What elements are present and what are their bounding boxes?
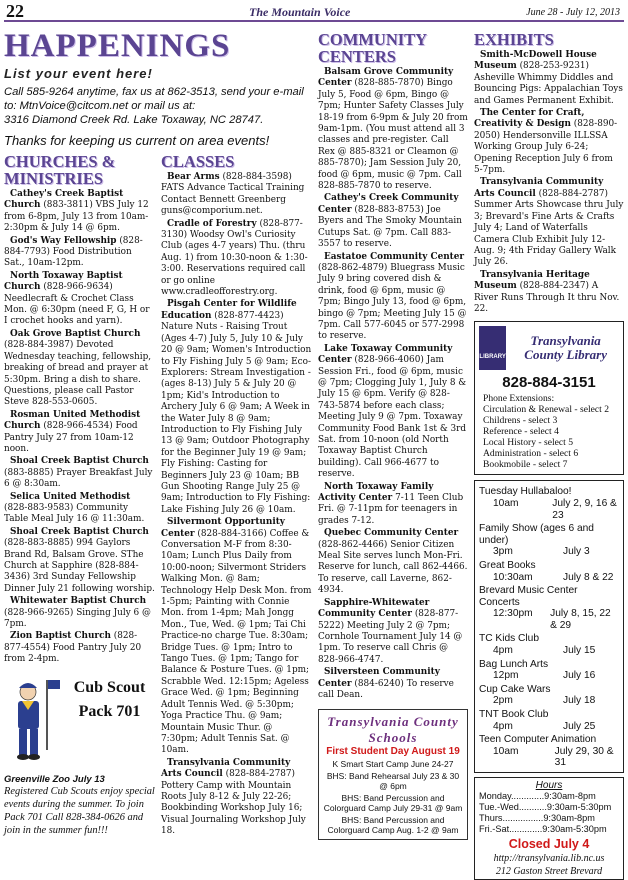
library-header: [479, 326, 619, 370]
intro-line: Call 585-9264 anytime, fax us at 862-3513, send your e-mail: [4, 86, 304, 98]
event-name: Brevard Music Center Concerts: [479, 585, 578, 608]
community-name: Sapphire-Whitewater Community Center: [318, 597, 430, 620]
event-time: 12pm: [493, 670, 519, 682]
churches-classes-area: [4, 150, 312, 839]
schools-line: BHS: Band Percussion and Colorguard Camp Aug. 1-2 @ 9am: [327, 815, 459, 836]
community-entry: [318, 67, 468, 192]
cub-scout-caption: Greenville Zoo July 13: [4, 773, 105, 785]
church-text: (828-966-4534) Food Pantry July 27 from 10am-12 noon.: [4, 421, 138, 454]
cub-scout-title: Cub Scout Pack 701: [73, 678, 146, 720]
extension-line: Circulation & Renewal - select 2: [483, 404, 610, 416]
church-text: (828-883-8885) 994 Gaylors Brand Rd, Balsam Grove. SThe Church at Sapphire (828-884-3436) 3rd Sunday Fellowship Dinner July 21 following worship.: [4, 538, 155, 594]
event-date: July 3: [563, 546, 590, 558]
event-time: 4pm: [493, 645, 513, 657]
class-org: Bear Arms: [167, 172, 220, 182]
church-name: Zion Baptist Church: [10, 631, 111, 642]
event-row: [479, 498, 619, 521]
church-text: (828-966-9265) Singing July 6 @ 7pm.: [4, 607, 151, 630]
happenings-thanks: Thanks for keeping us current on area events!: [4, 133, 270, 148]
cub-scout-ad: [4, 670, 155, 774]
event-row: [479, 670, 619, 682]
library-url[interactable]: http://transylvania.lib.nc.us: [493, 853, 605, 864]
church-entry: [4, 329, 155, 409]
event-row: [479, 721, 619, 733]
hours-title: Hours: [535, 780, 563, 791]
class-entry: [161, 517, 312, 757]
event-date: July 18: [563, 695, 596, 707]
church-entry: [4, 492, 155, 526]
church-name: Rosman United Methodist Church: [4, 409, 141, 432]
church-name: Shoal Creek Baptist Church: [10, 526, 149, 537]
extension-line: Administration - select 6: [483, 448, 579, 460]
class-entry: [161, 758, 312, 838]
community-entry: [318, 667, 468, 701]
community-name: Eastatoe Community Center: [324, 251, 465, 262]
class-org: Transylvania Community Arts Council: [161, 757, 291, 780]
library-hours: [474, 777, 624, 880]
community-text: (828-885-7870) Bingo July 5, Food @ 6pm, Bingo @ 7pm; Hunter Safety Classes July 18-19 from 6-9pm & July 20 from 9am-1pm. (You must attend all 3 classes and pre-register. Call Rex @ 885-8321 or Cleamon @ 885-7870); Jam Session July 20, food @ 6pm, music @ 7pm. Call 828-885-7870 to reserve.: [318, 78, 468, 192]
happenings-title: HAPPENINGS: [4, 28, 231, 64]
event-date: July 15: [563, 645, 596, 657]
community-name: Balsam Grove Community Center: [318, 67, 454, 89]
hours-line: Tue.-Wed...........9:30am-5:30pm: [479, 802, 612, 812]
community-text: (828-966-4060) Jam Session Fri., food @ 6pm, music @ 7pm; Clogging July 1, July 8 & July 15 @ 6pm. Verify @ 828-743-5874 before each class; Meeting July 9 @ 7pm. Toxaway Community Food Bank 1st & 3rd Sat. from 10-noon (old North Toxaway Baptist Church building). Call 966-4677 to reserve.: [318, 355, 467, 480]
masthead: The Mountain Voice: [249, 5, 351, 19]
churches-section: [4, 150, 155, 839]
church-text: (883-3811) VBS July 12 from 6-8pm, July 13 from 10am-2:30pm & July 14 @ 6pm.: [4, 200, 149, 234]
schools-first-day: First Student Day August 19: [326, 746, 460, 758]
extension-line: Phone Extensions:: [483, 393, 555, 405]
page-number: 22: [6, 1, 24, 21]
exhibit-text: (828-884-2787) Summer Arts Showcase thru July 3; Brevard's Fine Arts & Crafts July 4; Land of Waterfalls Camera Club Exhibit July 12-Aug. 9; 4th Friday Gallery Walk July 26.: [474, 188, 624, 268]
event-date: July 8 & 22: [563, 571, 614, 583]
extension-line: Bookmobile - select 7: [483, 459, 568, 471]
cub-scout-text: Registered Cub Scouts enjoy special events during the summer. To join Pack 701 Call 828-384-0626 and join in the summer fun!!!: [4, 785, 155, 836]
class-text: (828-877-3130) Woodsy Owl's Curiosity Club (ages 4-7 years) Thu. (thru Aug. 1) from 10:30-noon & 1:30-3:00. Reservations required call or go online www.cradleofforestry.org.: [161, 218, 308, 298]
community-text: (828-862-4879) Bluegrass Music July 9 bring covered dish & drink, food @ 6pm, music @ 7pm; Bingo July 13, food @ 6pm, bingo @ 7pm; Meeting July 15 @ 7pm. Call 577-6045 or 577-2998 to reserve.: [318, 262, 467, 342]
exhibit-entry: [474, 108, 624, 176]
community-entry: [318, 598, 468, 666]
extension-line: Childrens - select 3: [483, 415, 558, 427]
event-row: [479, 608, 619, 631]
event-name: Teen Computer Animation: [479, 734, 597, 746]
church-name: North Toxaway Baptist Church: [4, 270, 123, 293]
church-text: (828-884-3987) Devoted Wednesday teaching, fellowship, breaking of bread and prayer at 5:30pm. Bring a dish to share. Questions, please call Pastor Steve 828-553-0605.: [4, 340, 152, 408]
intro-line: to: MtnVoice@citcom.net or mail us at:: [4, 100, 196, 112]
exhibit-entry: [474, 50, 624, 107]
event-row: [479, 695, 619, 707]
event-date: July 16: [563, 670, 596, 682]
church-text: (828-883-9583) Community Table Meal July 16 @ 11:30am.: [4, 502, 145, 525]
community-text: 7-11 Teen Club Fri. @ 7-11pm for teenagers in grades 7-12.: [318, 493, 464, 526]
event-name: Tuesday Hullabaloo!: [479, 486, 572, 498]
event-name: TC Kids Club: [479, 633, 540, 645]
event-date: July 29, 30 & 31: [554, 745, 614, 769]
library-name: Transylvania County Library: [524, 333, 608, 363]
page-header: [4, 2, 624, 22]
cub-scout-icon: [6, 674, 62, 762]
community-name: Quebec Community Center: [324, 528, 459, 539]
exhibit-name: The Center for Craft, Creativity & Design: [474, 108, 585, 130]
event-name: Cup Cake Wars: [479, 683, 551, 695]
church-text: (828-877-4554) Food Pantry July 20 from 2-4pm.: [4, 631, 142, 665]
library-events: [474, 480, 624, 773]
closed-notice: Closed July 4: [508, 837, 590, 851]
exhibit-text: (828-890-2050) Hendersonville ILLSSA Working Group July 6-24; Opening Reception July 6 from 5-7pm.: [474, 119, 618, 176]
exhibit-name: Smith-McDowell House Museum: [474, 50, 597, 72]
schools-title: Transylvania County Schools: [327, 714, 459, 746]
class-entry: [161, 172, 312, 218]
hours-line: Thurs................9:30am-8pm: [479, 813, 595, 823]
church-name: Cathey's Creek Baptist Church: [4, 189, 124, 211]
church-text: (828-884-7793) Food Distribution Sat., 10am-12pm.: [4, 235, 143, 269]
church-name: Oak Grove Baptist Church: [10, 328, 141, 339]
church-entry: [4, 527, 155, 595]
church-name: Shoal Creek Baptist Church: [10, 456, 149, 467]
class-text: (828-884-2787) Pottery Camp with Mountain Roots July 8-12 & July 22-26; Bookbinding Workshop July 16; Visual Journaling Workshop July 18.: [161, 769, 306, 837]
church-entry: [4, 631, 155, 665]
happenings-intro: [4, 85, 312, 127]
church-entry: [4, 271, 155, 328]
church-entry: [4, 410, 155, 456]
schools-line: K Smart Start Camp June 24-27: [332, 759, 454, 770]
event-time: 2pm: [493, 695, 513, 707]
extension-line: Reference - select 4: [483, 426, 559, 438]
classes-title: CLASSES: [161, 152, 235, 171]
church-entry: [4, 189, 155, 235]
schools-box: [318, 709, 468, 840]
event-time: 12:30pm: [493, 608, 533, 620]
event-name: Bag Lunch Arts: [479, 658, 549, 670]
class-org: Pisgah Center for Wildlife Education: [161, 299, 297, 321]
community-title: COMMUNITY CENTERS: [318, 30, 427, 66]
hours-line: Monday.............9:30am-8pm: [479, 791, 596, 801]
exhibit-text: (828-253-9231) Asheville Whimmy Diddles and Bouncing Pigs: Appalachian Toys and Games Permanent Exhibit.: [474, 61, 623, 106]
community-entry: [318, 482, 468, 528]
exhibit-entry: [474, 270, 624, 316]
event-name: Family Show (ages 6 and under): [479, 523, 594, 546]
hours-line: Fri.-Sat.............9:30am-5:30pm: [479, 824, 607, 834]
class-org: Cradle of Forestry: [167, 218, 257, 229]
community-entry: [318, 528, 468, 596]
event-date: July 25: [563, 720, 596, 732]
library-box: [474, 321, 624, 475]
schools-line: BHS: Band Rehearsal July 23 & 30 @ 6pm: [326, 771, 460, 792]
community-text: (828-877-5222) Meeting July 2 @ 7pm; Cornhole Tournament July 14 @ 1pm. To reserve call Chris @ 828-966-4747.: [318, 609, 463, 665]
community-name: Cathey's Creek Community Center: [318, 193, 459, 215]
community-column: [318, 28, 468, 840]
church-text: (883-8885) Prayer Breakfast July 6 @ 8:30am.: [4, 467, 153, 490]
class-text: (828-877-4423) Nature Nuts - Raising Trout (Ages 4-7) July 5, July 10 & July 20 @ 9am; Women's Introduction to Fly Fishing July 5 @ 9am; Eco-Explorers: Stream Investigation - (ages 8-13) July 5 & July 20 @ 1pm; Kid's Introduction to Archery July 6 @ 9am; A Week in the Water July 8 @ 9am; Introduction to Fly Fishing July 13 @ 9am; Outdoor Photography for the Beginner July 19 @ 9am; Fly Fishing: Casting for Beginners July 23 @ 10am; BB Gun Shooting Range July 25 @ 9am; Introduction to Fly Fishing: Lake Fishing July 26 @ 10am.: [161, 310, 312, 515]
extension-line: Local History - select 5: [483, 437, 574, 449]
happenings-subtitle: List your event here!: [4, 66, 153, 81]
event-date: July 2, 9, 16 & 23: [552, 497, 617, 521]
churches-title: CHURCHES & MINISTRIES: [4, 152, 116, 188]
event-date: July 8, 15, 22 & 29: [550, 608, 611, 631]
library-extensions: [479, 393, 619, 470]
event-row: [479, 645, 619, 657]
schools-line: BHS: Band Percussion and Colorguard Camp July 29-31 @ 9am: [323, 793, 463, 814]
community-text: (884-6240) To reserve call Dean.: [318, 678, 454, 700]
church-name: Whitewater Baptist Church: [10, 596, 147, 607]
community-name: Silversteen Community Center: [318, 667, 440, 689]
class-entry: [161, 219, 312, 299]
church-name: Selica United Methodist: [10, 491, 131, 502]
community-text: (828-862-4466) Senior Citizen Meal Site serves lunch Mon-Fri. Reserve for lunch, call 862-4466. To reserve, call Laverne, 862-4934.: [318, 539, 468, 596]
class-entry: [161, 299, 312, 516]
classes-section: [161, 150, 312, 839]
church-name: God's Way Fellowship: [10, 235, 117, 246]
church-text: (828-966-9634) Needlecraft & Crochet Class Mon. @ 6:30pm (need F, G, H or I crochet hooks and yarn).: [4, 282, 150, 327]
event-row: [479, 546, 619, 558]
church-entry: [4, 236, 155, 270]
class-text: (828-884-3598) FATS Advance Tactical Training Contact Bennett Greenberg guns@comporium.net.: [161, 172, 305, 217]
issue-date: June 28 - July 12, 2013: [526, 7, 620, 18]
church-entry: [4, 596, 155, 630]
community-text: (828-883-8753) Joe Byers and The Smoky Mountain Cutups Sat. @ 7pm. Call 883-3557 to reserve.: [318, 204, 462, 250]
exhibit-name: Transylvania Community Arts Council: [474, 177, 604, 199]
event-row: [479, 572, 619, 584]
community-name: North Toxaway Family Activity Center: [318, 481, 434, 504]
exhibits-title: EXHIBITS: [474, 30, 554, 49]
exhibit-entry: [474, 177, 624, 268]
event-name: Great Books: [479, 559, 536, 571]
happenings-column: [4, 28, 312, 839]
exhibits-column: [474, 28, 624, 880]
class-text: (828-884-3166) Coffee & Conversation M-F from 8:30-10am; Lunch Plus Daily from 10:00-noon; Silvermont Striders Walking Mon. @ 8am; Technology Help Desk Mon. from 1-5pm; Painting with Connie Mon. from 1-4pm; Mah Jongg Mon., Tue, Wed. @ 1pm; Tai Chi Practice-no charge Tue. 8:30am; Bridge Tues. @ 1pm; Intro to Tango Tues. @ 1pm; Tango for Balance & Posture Tues. @ 1pm; Scrabble Wed. 12:15pm; Ageless Grace Wed. @ 1pm; Beginning Adult Tennis Wed. @ 5:30pm; Yoga Practice Thu. @ 9am; Mountain Music Thur. @ 7:30pm; Adult Tennis Sat. @ 10am.: [161, 528, 312, 756]
community-name: Lake Toxaway Community Center: [318, 343, 453, 366]
intro-line: 3316 Diamond Creek Rd. Lake Toxaway, NC 28747.: [4, 114, 264, 126]
library-phone: 828-884-3151: [502, 374, 596, 392]
event-row: [479, 746, 619, 769]
event-name: TNT Book Club: [479, 709, 549, 721]
library-address: 212 Gaston Street Brevard: [495, 866, 603, 877]
event-time: 4pm: [493, 720, 513, 732]
event-time: 10am: [493, 497, 519, 509]
community-entry: [318, 344, 468, 481]
event-time: 10am: [493, 745, 519, 757]
community-entry: [318, 252, 468, 343]
event-time: 10:30am: [493, 571, 533, 583]
class-org: Silvermont Opportunity Center: [161, 517, 285, 539]
community-entry: [318, 193, 468, 250]
exhibit-text: (828-884-2347) A River Runs Through It thru Nov. 22.: [474, 281, 620, 314]
exhibit-name: Transylvania Heritage Museum: [474, 269, 590, 292]
event-time: 3pm: [493, 546, 513, 558]
church-entry: [4, 456, 155, 490]
library-logo: LIBRARY: [479, 326, 506, 370]
